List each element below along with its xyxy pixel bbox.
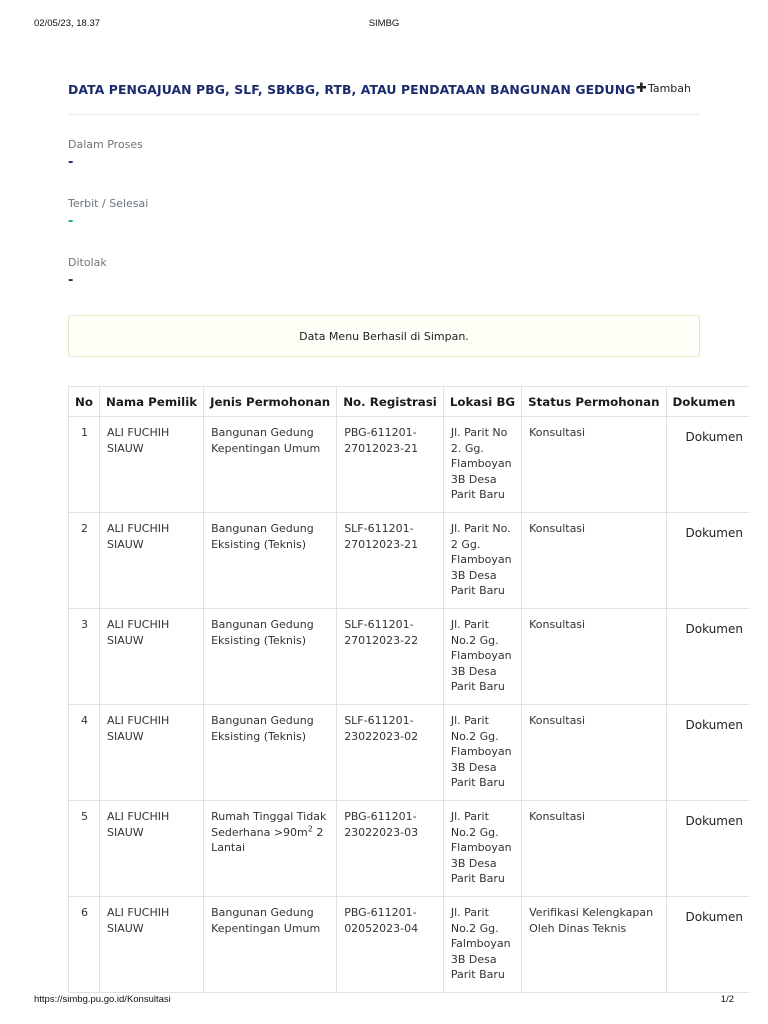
table-row (69, 609, 749, 705)
cell-owner: ALI FUCHIH SIAUW (99, 513, 203, 609)
cell-no: 6 (69, 897, 100, 993)
cell-type-suffix: 2 Lantai (211, 825, 324, 854)
success-alert (68, 315, 700, 357)
cell-registration: PBG-611201-02052023-04 (337, 897, 444, 993)
document-link[interactable]: Dokumen (685, 910, 743, 924)
cell-document (666, 513, 749, 609)
cell-status: Konsultasi (522, 801, 666, 897)
cell-document (666, 705, 749, 801)
print-datetime: 02/05/23, 18.37 (34, 18, 101, 29)
stat-label: Dalam Proses (68, 138, 143, 151)
print-page-number: 1/2 (720, 994, 734, 1005)
table-row (69, 417, 749, 513)
cell-status: Konsultasi (522, 513, 666, 609)
document-link[interactable]: Dokumen (685, 718, 743, 732)
cell-no: 5 (69, 801, 100, 897)
page-title: DATA PENGAJUAN PBG, SLF, SBKBG, RTB, ATAU PENDATAAN BANGUNAN GEDUNG (68, 82, 636, 97)
column-header-location: Lokasi BG (443, 387, 521, 417)
cell-owner: ALI FUCHIH SIAUW (99, 801, 203, 897)
cell-no: 1 (69, 417, 100, 513)
superscript: 2 (307, 823, 313, 833)
document-link[interactable]: Dokumen (685, 814, 743, 828)
cell-no: 4 (69, 705, 100, 801)
cell-owner: ALI FUCHIH SIAUW (99, 897, 203, 993)
cell-document (666, 609, 749, 705)
stat-value: - (68, 214, 74, 229)
page-header (68, 78, 700, 115)
cell-document (666, 417, 749, 513)
document-link[interactable]: Dokumen (685, 430, 743, 444)
stat-issued (68, 197, 148, 229)
cell-location: Jl. Parit No 2. Gg. Flamboyan 3B Desa Parit Baru (443, 417, 521, 513)
cell-document (666, 897, 749, 993)
cell-registration: SLF-611201-27012023-22 (337, 609, 444, 705)
cell-type-text: Rumah Tinggal Tidak Sederhana >90m (211, 810, 327, 839)
stat-rejected (68, 256, 107, 288)
cell-status: Konsultasi (522, 705, 666, 801)
cell-type: Bangunan Gedung Kepentingan Umum (204, 897, 337, 993)
cell-type: Bangunan Gedung Eksisting (Teknis) (204, 705, 337, 801)
cell-location: Jl. Parit No. 2 Gg. Flamboyan 3B Desa Parit Baru (443, 513, 521, 609)
cell-type: Bangunan Gedung Eksisting (Teknis) (204, 513, 337, 609)
print-title: SIMBG (368, 18, 400, 29)
stat-label: Ditolak (68, 256, 107, 269)
cell-registration: SLF-611201-23022023-02 (337, 705, 444, 801)
cell-owner: ALI FUCHIH SIAUW (99, 609, 203, 705)
table-row (69, 513, 749, 609)
cell-type: Bangunan Gedung Kepentingan Umum (204, 417, 337, 513)
stat-value: - (68, 155, 74, 170)
table-row (69, 897, 749, 993)
column-header-status: Status Permohonan (522, 387, 666, 417)
column-header-owner: Nama Pemilik (99, 387, 203, 417)
cell-status: Konsultasi (522, 609, 666, 705)
stat-in-process (68, 138, 143, 170)
cell-registration: PBG-611201-27012023-21 (337, 417, 444, 513)
print-url: https://simbg.pu.go.id/Konsultasi (34, 994, 171, 1005)
submissions-table-wrapper[interactable] (68, 386, 743, 993)
alert-message: Data Menu Berhasil di Simpan. (299, 329, 469, 343)
cell-status: Konsultasi (522, 417, 666, 513)
cell-owner: ALI FUCHIH SIAUW (99, 417, 203, 513)
submissions-table (68, 386, 749, 993)
cell-location: Jl. Parit No.2 Gg. Flamboyan 3B Desa Parit Baru (443, 609, 521, 705)
document-link[interactable]: Dokumen (685, 526, 743, 540)
stat-label: Terbit / Selesai (68, 197, 149, 210)
column-header-type: Jenis Permohonan (204, 387, 337, 417)
cell-document (666, 801, 749, 897)
document-link[interactable]: Dokumen (685, 622, 743, 636)
cell-registration: SLF-611201-27012023-21 (337, 513, 444, 609)
cell-registration: PBG-611201-23022023-03 (337, 801, 444, 897)
cell-type (204, 801, 337, 897)
cell-location: Jl. Parit No.2 Gg. Falmboyan 3B Desa Parit Baru (443, 897, 521, 993)
table-row (69, 801, 749, 897)
table-header-row (69, 387, 749, 417)
main-content (68, 78, 743, 981)
cell-no: 2 (69, 513, 100, 609)
cell-location: Jl. Parit No.2 Gg. Flamboyan 3B Desa Parit Baru (443, 705, 521, 801)
column-header-document: Dokumen (666, 387, 749, 417)
plus-icon: ✚ (636, 81, 647, 96)
cell-no: 3 (69, 609, 100, 705)
cell-status: Verifikasi Kelengkapan Oleh Dinas Teknis (522, 897, 666, 993)
add-button[interactable] (636, 81, 691, 96)
cell-location: Jl. Parit No.2 Gg. Flamboyan 3B Desa Parit Baru (443, 801, 521, 897)
cell-owner: ALI FUCHIH SIAUW (99, 705, 203, 801)
column-header-no: No (69, 387, 100, 417)
add-button-label: Tambah (647, 82, 691, 95)
stat-value: - (68, 273, 74, 288)
column-header-registration: No. Registrasi (337, 387, 444, 417)
cell-type: Bangunan Gedung Eksisting (Teknis) (204, 609, 337, 705)
table-row (69, 705, 749, 801)
